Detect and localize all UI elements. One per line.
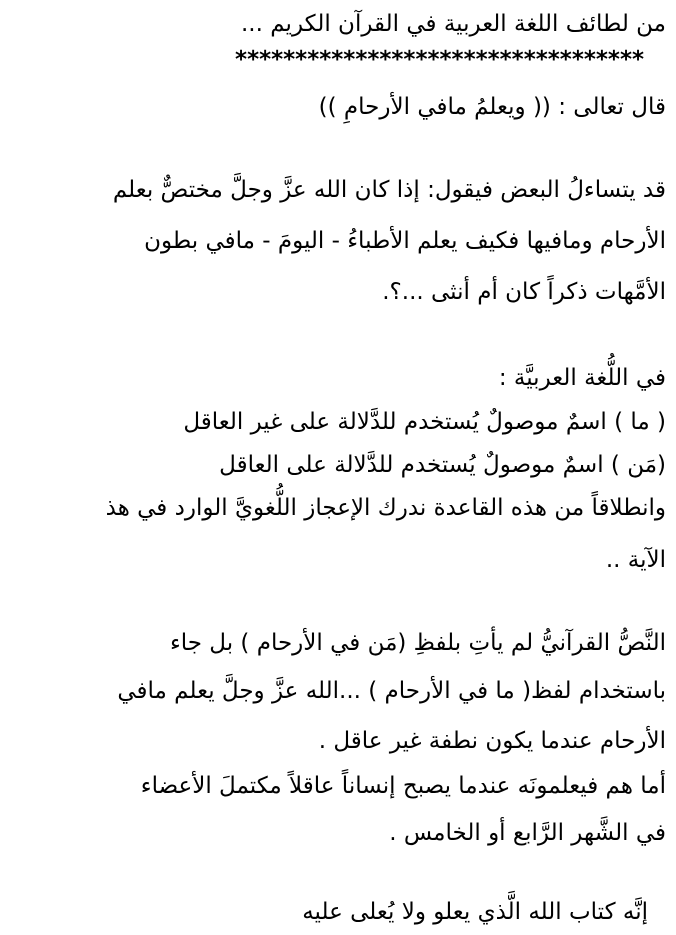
grammar-line-5: الآية .. (605, 547, 666, 573)
verse-quote: قال تعالى : (( ويعلمُ مافي الأرحامِ )) (318, 94, 666, 120)
closing-line: إنَّه كتاب الله الَّذي يعلو ولا يُعلى عليه (302, 899, 648, 925)
explanation-line-5: في الشَّهر الرَّابع أو الخامس . (389, 820, 666, 846)
question-line-3: الأمَّهات ذكراً كان أم أنثى ...؟. (382, 279, 666, 305)
grammar-line-4: وانطلاقاً من هذه القاعدة ندرك الإعجاز اللُّغويَّ الوارد في هذ (105, 495, 666, 521)
explanation-line-2: باستخدام لفظ( ما في الأرحام ) ...الله عزَّ وجلَّ يعلم مافي (117, 678, 666, 704)
grammar-man-definition: (مَن ) اسمٌ موصولٌ يُستخدم للدَّلالة على العاقل (219, 452, 666, 478)
grammar-ma-definition: ( ما ) اسمٌ موصولٌ يُستخدم للدَّلالة على غير العاقل (183, 409, 666, 435)
separator-line: ********************************** (235, 47, 644, 73)
explanation-line-3: الأرحام عندما يكون نطفة غير عاقل . (318, 728, 666, 754)
question-line-2: الأرحام ومافيها فكيف يعلم الأطباءُ - اليومَ - مافي بطون (144, 228, 666, 254)
article-title: من لطائف اللغة العربية في القرآن الكريم ... (241, 11, 666, 37)
grammar-heading: في اللُّغة العربيَّة : (498, 365, 666, 391)
explanation-line-1: النَّصُّ القرآنيُّ لم يأتِ بلفظِ (مَن في الأرحام ) بل جاء (169, 630, 666, 656)
explanation-line-4: أما هم فيعلمونَه عندما يصبح إنساناً عاقلاً مكتملَ الأعضاء (140, 773, 666, 799)
question-line-1: قد يتساءلُ البعض فيقول: إذا كان الله عزَّ وجلَّ مختصٌّ بعلم (112, 177, 666, 203)
